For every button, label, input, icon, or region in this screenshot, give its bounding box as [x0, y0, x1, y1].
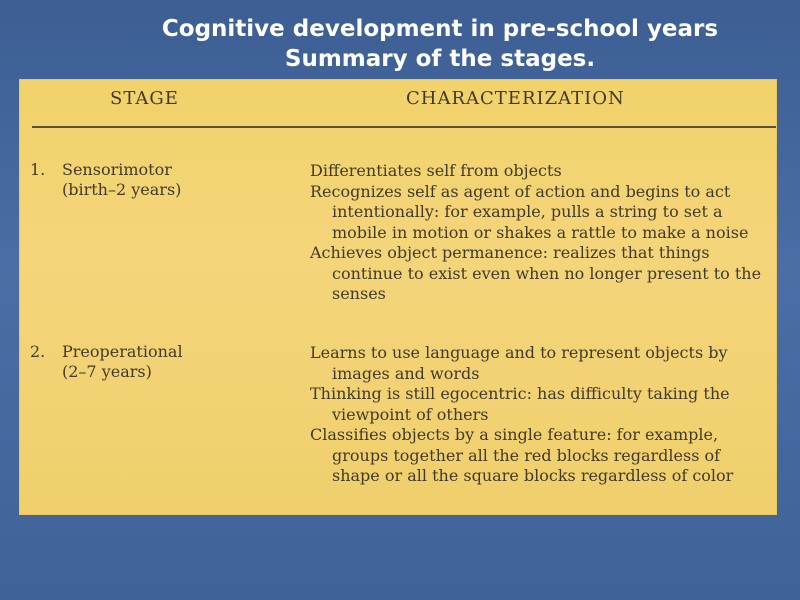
stage-2-characteristics — [310, 343, 770, 487]
title-line-1: Cognitive development in pre-school years — [161, 16, 719, 42]
column-header-stage: STAGE — [110, 88, 179, 109]
characteristic-item: Classifies objects by a single feature: for example, groups together all the red blocks regardless of shape or all the square blocks regardless of color — [310, 425, 734, 485]
stage-ages: (birth–2 years) — [62, 180, 182, 199]
stage-1 — [30, 160, 181, 200]
slide-title — [80, 14, 800, 74]
stage-1-characteristics — [310, 161, 770, 305]
characteristic-item: Differentiates self from objects — [310, 161, 562, 180]
title-line-2: Summary of the stages. — [284, 46, 596, 72]
characteristic-item: Learns to use language and to represent objects by images and words — [310, 343, 728, 383]
stage-name: Preoperational — [62, 342, 183, 361]
stage-number: 2. — [30, 342, 46, 361]
stages-table-image — [19, 79, 777, 515]
characteristic-item: Recognizes self as agent of action and begins to act intentionally: for example, pulls a string to set a mobile in motion or shakes a rattle to make a noise — [310, 181, 749, 242]
stage-number: 1. — [30, 160, 46, 179]
header-divider — [32, 126, 776, 128]
column-header-characterization: CHARACTERIZATION — [406, 88, 625, 109]
characteristic-item: Thinking is still egocentric: has difficulty taking the viewpoint of others — [310, 384, 730, 424]
stage-name: Sensorimotor — [62, 160, 172, 179]
stage-2 — [30, 342, 183, 382]
stage-ages: (2–7 years) — [62, 362, 152, 381]
characteristic-item: Achieves object permanence: realizes that things continue to exist even when no longer present to the senses — [310, 243, 762, 303]
